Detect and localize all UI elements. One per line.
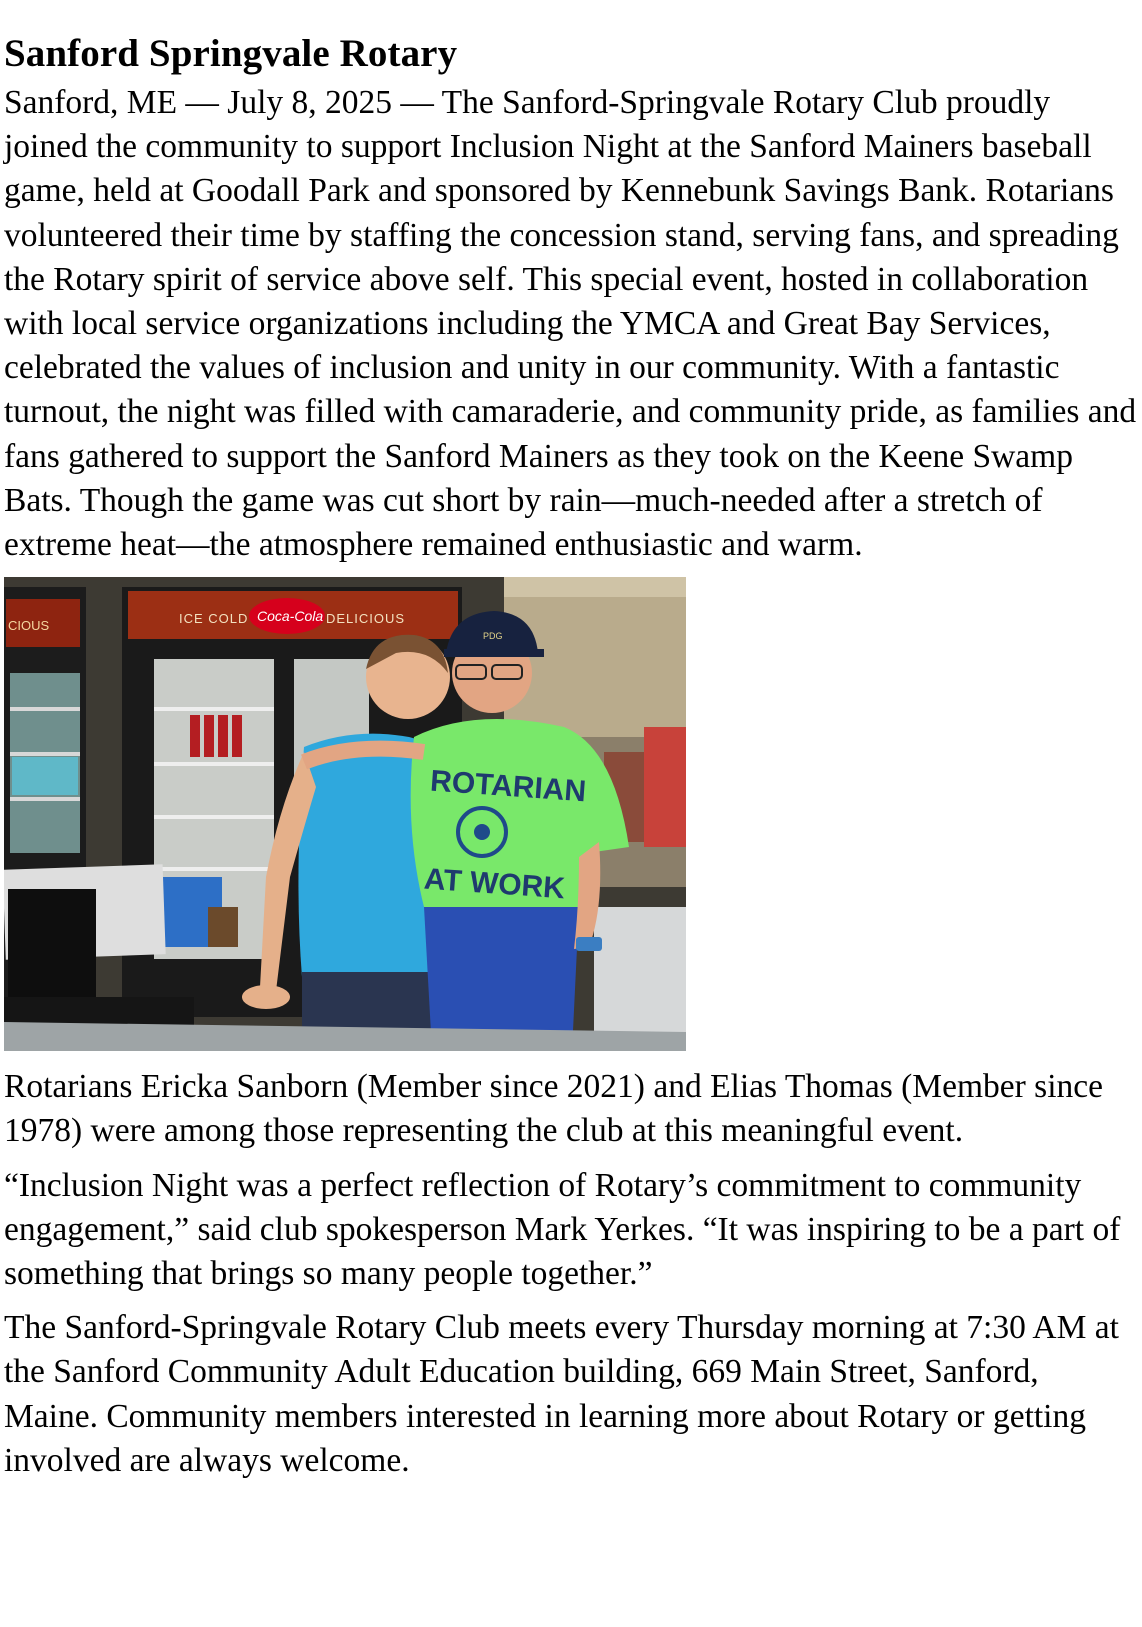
coke-sign-left: ICE COLD: [179, 611, 249, 627]
article-title: Sanford Springvale Rotary: [4, 32, 458, 75]
shirt-text-rotarian: ROTARIAN: [429, 764, 588, 809]
trash-bin: [594, 907, 686, 1051]
quote-paragraph: “Inclusion Night was a perfect reflection of Rotary’s commitment to community engagement,” said club spokesperson Mark Yerkes. “It was inspiring to be a part of something that brings so many people together.”: [4, 1166, 1121, 1293]
left-fridge-sign: CIOUS: [8, 618, 50, 634]
article-lead-paragraph: Sanford, ME — July 8, 2025 — The Sanford-Springvale Rotary Club proudly joined the community to support Inclusion Night at the Sanford Mainers baseball game, held at Goodall Park and sponsored by Kennebunk Savings Bank. Rotarians volunteered their time by staffing the concession stand, serving fans, and spreading the Rotary spirit of service above self. This special event, hosted in collaboration with local service organizations including the YMCA and Great Bay Services, celebrated the values of inclusion and unity in our community. With a fantastic turnout, the night was filled with camaraderie, and community pride, as families and fans gathered to support the Sanford Mainers as they took on the Keene Swamp Bats. Though the game was cut short by rain—much-needed after a stretch of extreme heat—the atmosphere remained enthusiastic and warm.: [4, 84, 1137, 564]
photo-caption: Rotarians Ericka Sanborn (Member since 2021) and Elias Thomas (Member since 1978) were among those representing the club at this meaningful event.: [4, 1068, 1103, 1150]
article-photo: [4, 577, 686, 1051]
shirt-text-at-work: AT WORK: [422, 862, 566, 906]
photo-illustration: [4, 577, 686, 1051]
coke-logo: Coca-Cola: [257, 608, 324, 625]
cap-text: PDG: [483, 631, 503, 642]
meeting-info-paragraph: The Sanford-Springvale Rotary Club meets every Thursday morning at 7:30 AM at the Sanford Community Adult Education building, 669 Main Street, Sanford, Maine. Community members interested in learning more about Rotary or getting involved are always welcome.: [4, 1309, 1119, 1479]
coke-sign-right: DELICIOUS: [326, 611, 406, 627]
